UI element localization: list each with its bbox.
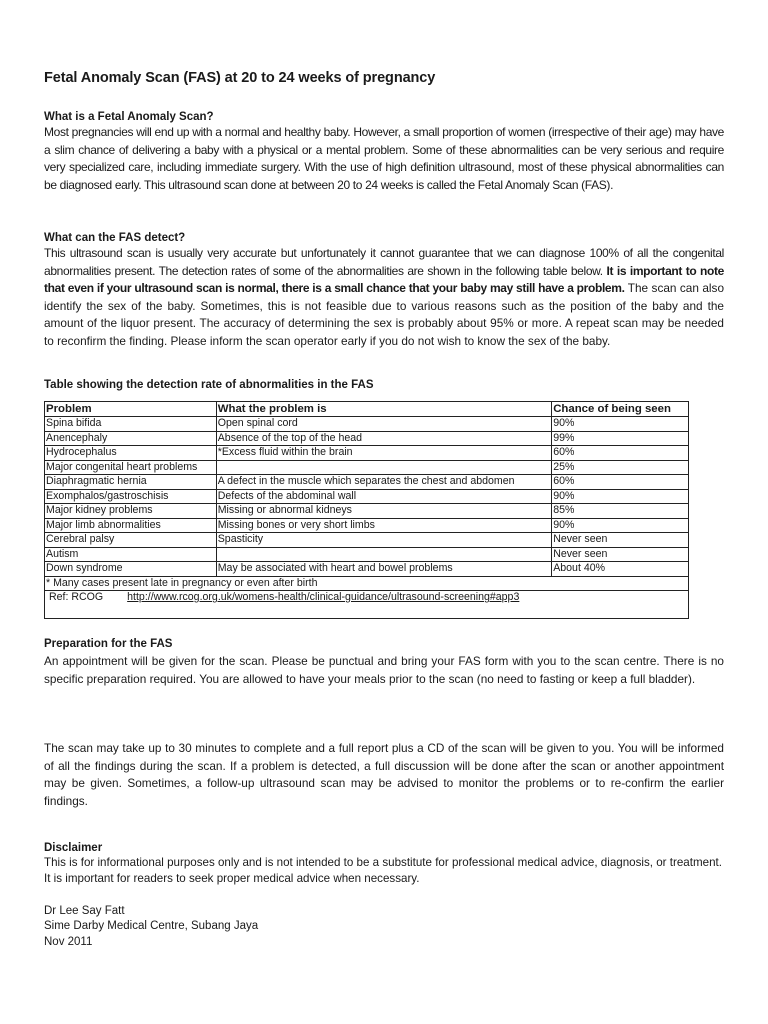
cell-chance: 90% (552, 489, 689, 504)
table-row (45, 562, 689, 577)
cell-chance: 60% (552, 446, 689, 461)
cell-problem: Exomphalos/gastroschisis (45, 489, 217, 504)
what-is-body: Most pregnancies will end up with a normal and healthy baby. However, a small proportion of women (irrespective of their age) may have a slim chance of delivering a baby with a physical or a mental problem. Some of these abnormalities can be very serious and require very specialized care, including immediate surgery. With the use of high definition ultrasound, most of these physical abnormalities can be diagnosed early. This ultrasound scan done at between 20 to 24 weeks is called the Fetal Anomaly Scan (FAS). (44, 125, 724, 192)
col-header-problem: Problem (45, 402, 217, 417)
cell-description: Missing or abnormal kidneys (216, 504, 551, 519)
signature-date: Nov 2011 (44, 936, 93, 948)
cell-problem: Diaphragmatic hernia (45, 475, 217, 490)
table-row (45, 475, 689, 490)
cell-problem: Major congenital heart problems (45, 460, 217, 475)
table-row (45, 533, 689, 548)
cell-problem: Anencephaly (45, 431, 217, 446)
detect-bold-note: It is important to note that even if your ultrasound scan is normal, there is a small chance that your baby may still have a problem. (44, 263, 724, 295)
cell-chance: Never seen (552, 547, 689, 562)
cell-description: Missing bones or very short limbs (216, 518, 551, 533)
detection-rate-table (44, 401, 689, 619)
reference-link[interactable]: http://www.rcog.org.uk/womens-health/clinical-guidance/ultrasound-screening#app3 (127, 591, 520, 603)
prep-body-2: The scan may take up to 30 minutes to complete and a full report plus a CD of the scan will be given to you. You will be informed of all the findings during the scan. If a problem is detected, a full discussion will be done after the scan or another appointment may be given. Sometimes, a follow-up ultrasound scan may be advised to monitor the problems or to re-confirm the earlier findings. (44, 741, 724, 808)
cell-description (216, 460, 551, 475)
cell-description: A defect in the muscle which separates the chest and abdomen (216, 475, 551, 490)
cell-description: Defects of the abdominal wall (216, 489, 551, 504)
disclaimer-heading: Disclaimer (44, 842, 103, 854)
table-reference-row (45, 591, 689, 619)
cell-chance: 25% (552, 460, 689, 475)
cell-description: Open spinal cord (216, 417, 551, 432)
detect-rest: The scan can also identify the sex of the baby. Sometimes, this is not feasible due to various reasons such as the position of the baby and the amount of the liquor present. The accuracy of determining the sex is probably about 95% or more. A repeat scan may be needed to reconfirm the finding. Please inform the scan operator early if you do not wish to know the sex of the baby. (44, 281, 725, 348)
table-row (45, 489, 689, 504)
detect-intro: This ultrasound scan is usually very accurate but unfortunately it cannot guarantee that we can diagnose 100% of all the congenital abnormalities present. The detection rates of some of the abnormalities are shown in the following table below. (44, 246, 724, 278)
cell-description: Spasticity (216, 533, 551, 548)
table-row (45, 446, 689, 461)
cell-description (216, 547, 551, 562)
table-footnote: * Many cases present late in pregnancy or even after birth (45, 576, 689, 591)
document-title: Fetal Anomaly Scan (FAS) at 20 to 24 weeks of pregnancy (44, 70, 436, 86)
signature-name: Dr Lee Say Fatt (44, 905, 125, 917)
col-header-description: What the problem is (216, 402, 551, 417)
cell-chance: About 40% (552, 562, 689, 577)
cell-problem: Down syndrome (45, 562, 217, 577)
cell-chance: 85% (552, 504, 689, 519)
table-header-row (45, 402, 689, 417)
signature-place: Sime Darby Medical Centre, Subang Jaya (44, 920, 259, 932)
what-is-heading: What is a Fetal Anomaly Scan? (44, 111, 214, 123)
cell-chance: 90% (552, 417, 689, 432)
cell-description: *Excess fluid within the brain (216, 446, 551, 461)
table-caption: Table showing the detection rate of abnormalities in the FAS (44, 379, 374, 391)
reference-cell (45, 591, 689, 619)
cell-problem: Cerebral palsy (45, 533, 217, 548)
table-row (45, 460, 689, 475)
table-row (45, 518, 689, 533)
prep-heading: Preparation for the FAS (44, 638, 173, 650)
cell-problem: Autism (45, 547, 217, 562)
cell-chance: 90% (552, 518, 689, 533)
cell-chance: 60% (552, 475, 689, 490)
col-header-chance: Chance of being seen (552, 402, 689, 417)
disclaimer-body: This is for informational purposes only and is not intended to be a substitute for professional medical advice, diagnosis, or treatment. It is important for readers to seek proper medical advice when necessary. (44, 856, 722, 885)
cell-problem: Major kidney problems (45, 504, 217, 519)
cell-chance: 99% (552, 431, 689, 446)
cell-problem: Hydrocephalus (45, 446, 217, 461)
cell-chance: Never seen (552, 533, 689, 548)
reference-label: Ref: RCOG (49, 591, 104, 603)
detect-heading: What can the FAS detect? (44, 232, 186, 244)
table-row (45, 547, 689, 562)
detect-body (44, 245, 724, 350)
prep-body-1: An appointment will be given for the scan. Please be punctual and bring your FAS form with you to the scan centre. There is no specific preparation required. You are allowed to have your meals prior to the scan (no need to fasting or keep a full bladder). (44, 654, 724, 686)
table-row (45, 431, 689, 446)
cell-description: May be associated with heart and bowel problems (216, 562, 551, 577)
cell-description: Absence of the top of the head (216, 431, 551, 446)
table-footnote-row (45, 576, 689, 591)
cell-problem: Spina bifida (45, 417, 217, 432)
table-row (45, 504, 689, 519)
cell-problem: Major limb abnormalities (45, 518, 217, 533)
table-row (45, 417, 689, 432)
